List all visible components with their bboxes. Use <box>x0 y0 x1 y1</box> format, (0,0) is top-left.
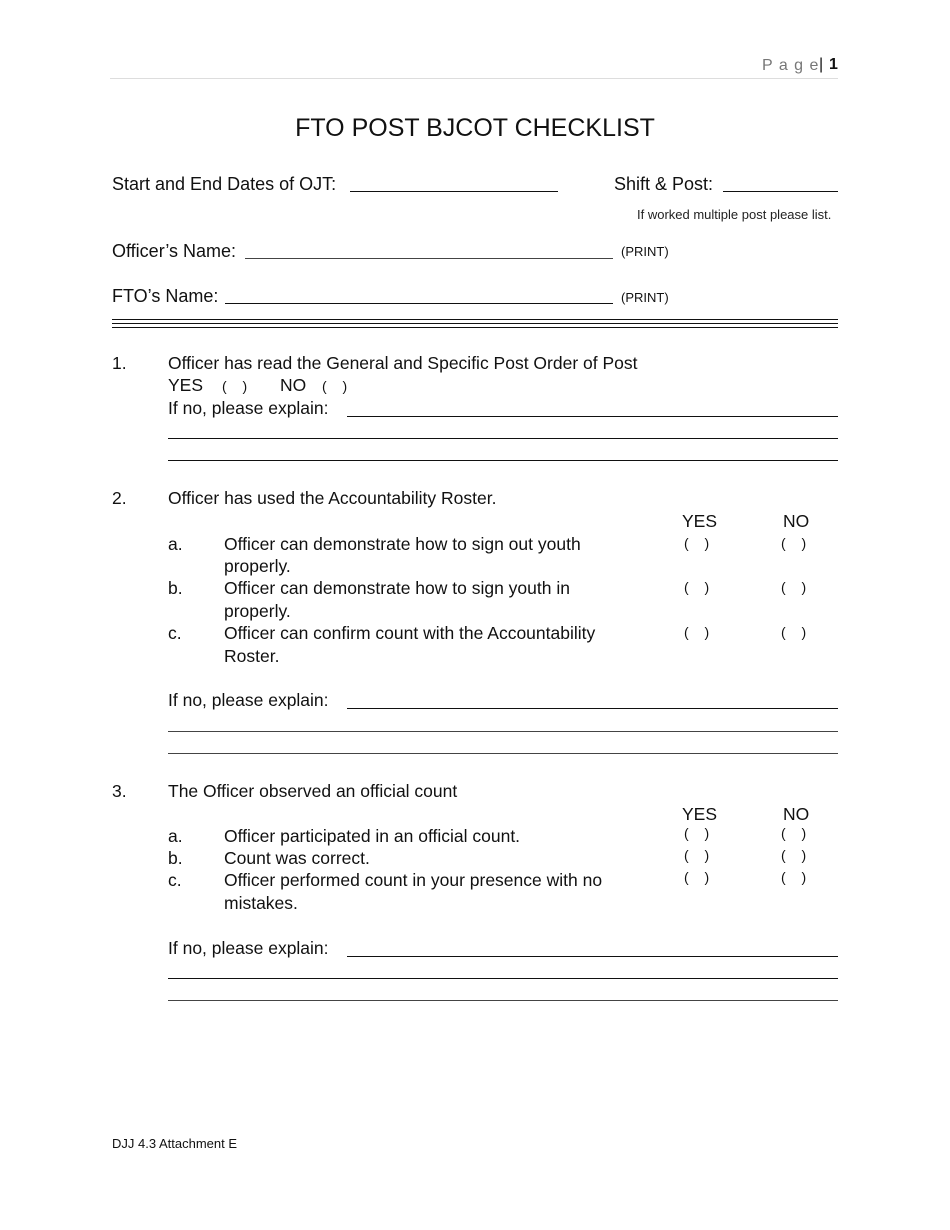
section-1-yes-label: YES <box>168 375 204 395</box>
footer-text: DJJ 4.3 Attachment E <box>112 1136 238 1151</box>
section-2-number: 2. <box>112 488 127 508</box>
section-2-text: Officer has used the Accountability Roster. <box>168 488 497 508</box>
section-3-yes-header: YES <box>682 804 718 824</box>
section-3-item-b-no-box[interactable]: ( ) <box>781 847 813 863</box>
section-3-item-c-text-cont: mistakes. <box>224 893 298 913</box>
dates-label: Start and End Dates of OJT: <box>112 174 337 194</box>
page-title: FTO POST BJCOT CHECKLIST <box>295 114 655 142</box>
section-3-item-a-no-box[interactable]: ( ) <box>781 825 813 841</box>
header-rule <box>110 78 838 79</box>
section-2-item-a-text: Officer can demonstrate how to sign out youth <box>224 534 581 554</box>
section-2-item-a-text-cont: properly. <box>224 556 291 576</box>
section-3-item-c-text: Officer performed count in your presence with no <box>224 870 603 890</box>
section-2-item-b-no-box[interactable]: ( ) <box>781 579 813 595</box>
page-label: P a g e <box>762 57 820 74</box>
shift-post-field[interactable] <box>723 191 838 192</box>
section-2-item-c-letter: c. <box>168 623 182 643</box>
section-3-number: 3. <box>112 781 127 801</box>
section-1-explain-line-1[interactable] <box>347 416 838 417</box>
section-3-item-a-yes-box[interactable]: ( ) <box>684 825 716 841</box>
section-1-explain-line-2[interactable] <box>168 438 838 439</box>
section-2-item-b-yes-box[interactable]: ( ) <box>684 579 716 595</box>
officer-print-label: (PRINT) <box>621 244 669 259</box>
section-3-item-c-yes-box[interactable]: ( ) <box>684 869 716 885</box>
section-2-item-c-no-box[interactable]: ( ) <box>781 624 813 640</box>
officer-name-label: Officer’s Name: <box>112 241 237 261</box>
shift-post-note: If worked multiple post please list. <box>637 207 832 222</box>
section-3-item-a-text: Officer participated in an official count. <box>224 826 521 846</box>
section-1-text: Officer has read the General and Specific Post Order of Post <box>168 353 638 373</box>
section-2-explain-line-2[interactable] <box>168 731 838 732</box>
section-2-yes-header: YES <box>682 511 718 531</box>
section-1-explain-line-3[interactable] <box>168 460 838 461</box>
page-number: 1 <box>829 56 838 73</box>
section-2-item-b-text-cont: properly. <box>224 601 291 621</box>
section-1-explain-label: If no, please explain: <box>168 398 329 418</box>
section-3-no-header: NO <box>783 804 810 824</box>
section-3-item-b-yes-box[interactable]: ( ) <box>684 847 716 863</box>
section-3-text: The Officer observed an official count <box>168 781 458 801</box>
section-1-number: 1. <box>112 353 127 373</box>
dates-field[interactable] <box>350 191 558 192</box>
section-3-explain-line-3[interactable] <box>168 1000 838 1001</box>
section-2-item-a-yes-box[interactable]: ( ) <box>684 535 716 551</box>
section-3-explain-line-1[interactable] <box>347 956 838 957</box>
section-2-item-c-yes-box[interactable]: ( ) <box>684 624 716 640</box>
section-2-item-c-text: Officer can confirm count with the Accountability <box>224 623 596 643</box>
section-3-item-c-no-box[interactable]: ( ) <box>781 869 813 885</box>
officer-name-field[interactable] <box>245 258 613 259</box>
section-3-item-a-letter: a. <box>168 826 183 846</box>
section-1-no-box[interactable]: ( ) <box>322 378 354 394</box>
fto-name-field[interactable] <box>225 303 613 304</box>
page-separator: | <box>819 56 824 73</box>
section-2-explain-line-1[interactable] <box>347 708 838 709</box>
shift-post-label: Shift & Post: <box>614 174 714 194</box>
fto-print-label: (PRINT) <box>621 290 669 305</box>
section-3-item-b-text: Count was correct. <box>224 848 370 868</box>
section-1-yes-box[interactable]: ( ) <box>222 378 254 394</box>
section-3-item-b-letter: b. <box>168 848 183 868</box>
fto-name-label: FTO’s Name: <box>112 286 219 306</box>
section-2-explain-label: If no, please explain: <box>168 690 329 710</box>
section-3-explain-line-2[interactable] <box>168 978 838 979</box>
section-1-no-label: NO <box>280 375 307 395</box>
section-2-item-b-letter: b. <box>168 578 183 598</box>
section-2-item-c-text-cont: Roster. <box>224 646 280 666</box>
section-2-item-a-no-box[interactable]: ( ) <box>781 535 813 551</box>
section-2-explain-line-3[interactable] <box>168 753 838 754</box>
section-2-item-b-text: Officer can demonstrate how to sign youth in <box>224 578 570 598</box>
section-2-item-a-letter: a. <box>168 534 183 554</box>
section-3-item-c-letter: c. <box>168 870 182 890</box>
section-2-no-header: NO <box>783 511 810 531</box>
section-3-explain-label: If no, please explain: <box>168 938 329 958</box>
